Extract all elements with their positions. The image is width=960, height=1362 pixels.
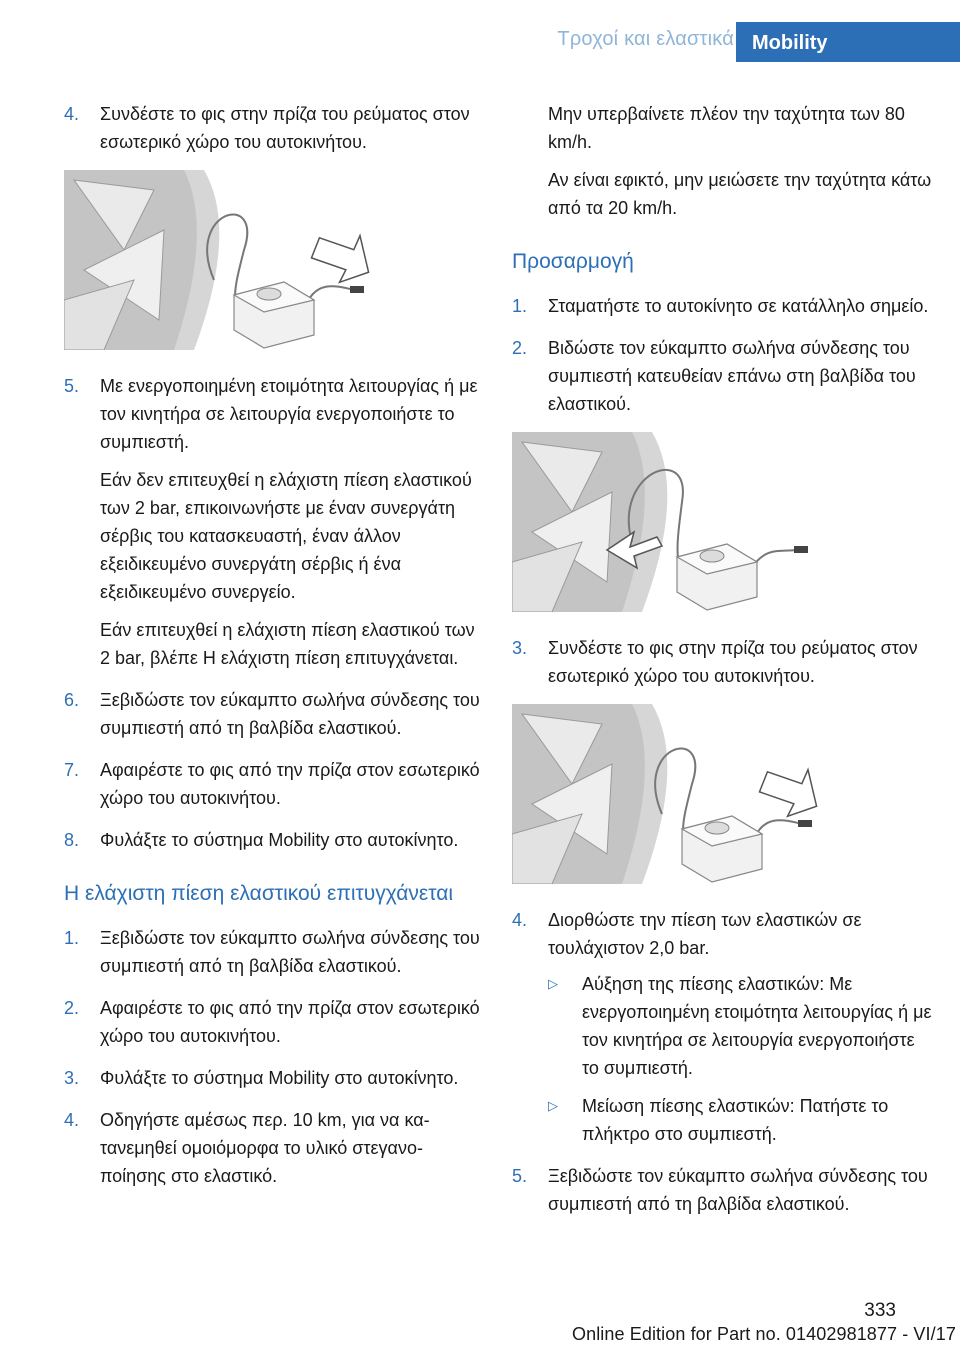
edition-footer: Online Edition for Part no. 01402981877 - VI/17 bbox=[572, 1324, 956, 1344]
step-text: Αφαιρέστε το φις από την πρίζα στον εσωτερικό χώρο του αυτοκινήτου. bbox=[100, 760, 480, 808]
list-item bbox=[64, 686, 480, 742]
step-number: 8. bbox=[64, 830, 80, 850]
step-note: Αν είναι εφικτό, μην μειώσετε την ταχύτητα κάτω από τα 20 km/h. bbox=[548, 170, 932, 218]
sub-item bbox=[548, 970, 932, 1082]
step-text: Συνδέστε το φις στην πρίζα του ρεύματος στον εσωτερικό χώρο του αυτοκινήτου. bbox=[100, 104, 470, 152]
compressor-illustration-1 bbox=[64, 170, 464, 350]
step-text: Συνδέστε το φις στην πρίζα του ρεύματος στον εσωτερικό χώρο του αυτοκινήτου. bbox=[548, 638, 918, 686]
step-text: Ξεβιδώστε τον εύκαμπτο σωλήνα σύνδεσης του συμπιεστή από τη βαλβίδα ελαστικού. bbox=[100, 690, 480, 738]
page-header bbox=[0, 0, 960, 62]
compressor-illustration-2 bbox=[512, 432, 912, 612]
triangle-bullet-icon: ▷ bbox=[548, 1098, 558, 1113]
step-number: 4. bbox=[64, 1110, 80, 1130]
list-item bbox=[64, 1106, 480, 1190]
step-number: 5. bbox=[512, 1166, 528, 1186]
step-note: Μην υπερβαίνετε πλέον την ταχύτητα των 80 km/h. bbox=[548, 104, 905, 152]
step-text: Βιδώστε τον εύκαμπτο σωλήνα σύνδεσης του συμπιεστή κατευθείαν επάνω στη βαλβίδα του ελαστικού. bbox=[548, 338, 916, 414]
step-number: 4. bbox=[512, 910, 528, 930]
step-text: Ξεβιδώστε τον εύκαμπτο σωλήνα σύνδεσης του συμπιεστή από τη βαλβίδα ελαστικού. bbox=[548, 1166, 928, 1214]
step-text: Διορθώστε την πίεση των ελαστικών σε τουλάχιστον 2,0 bar. bbox=[548, 910, 862, 958]
list-item bbox=[64, 756, 480, 812]
list-item bbox=[512, 334, 932, 418]
step-number: 2. bbox=[512, 338, 528, 358]
list-item bbox=[512, 906, 932, 1148]
list-item bbox=[64, 100, 480, 156]
step-number: 6. bbox=[64, 690, 80, 710]
step-number: 4. bbox=[64, 104, 80, 124]
sub-item-text: Μείωση πίεσης ελαστικών: Πατήστε το πλήκτρο στο συμπιεστή. bbox=[582, 1096, 889, 1144]
left-column bbox=[64, 100, 480, 1204]
sub-item bbox=[548, 1092, 932, 1148]
step-note: Εάν δεν επιτευχθεί η ελάχιστη πίεση ελαστικού των 2 bar, επικοινωνήστε με έναν συνεργάτη σέρβις του κατασκευαστή, έναν άλλον εξειδικευμένο συνεργάτη σέρβις ή ένα εξειδικευμένο συνεργείο. bbox=[100, 470, 472, 602]
step-text: Ξεβιδώστε τον εύκαμπτο σωλήνα σύνδεσης του συμπιεστή από τη βαλβίδα ελαστικού. bbox=[100, 928, 480, 976]
section-tab: Mobility bbox=[736, 22, 960, 62]
step-text: Σταματήστε το αυτοκίνητο σε κατάλληλο σημείο. bbox=[548, 296, 929, 316]
step-text: Φυλάξτε το σύστημα Mobility στο αυτοκίνητο. bbox=[100, 1068, 459, 1088]
step-number: 3. bbox=[64, 1068, 80, 1088]
step-number: 2. bbox=[64, 998, 80, 1018]
right-column bbox=[512, 100, 932, 1232]
list-item bbox=[64, 826, 480, 854]
list-item bbox=[64, 924, 480, 980]
section-heading: Προσαρμογή bbox=[512, 250, 634, 273]
sub-item-text: Αύξηση της πίεσης ελαστικών: Με ενεργοποιημένη ετοιμότητα λειτουργίας ή με τον κινητήρα σε λειτουργία ενεργοποιήστε το συμπιεστή. bbox=[582, 974, 932, 1078]
list-item bbox=[512, 634, 932, 690]
list-item bbox=[512, 1162, 932, 1218]
step-text: Φυλάξτε το σύστημα Mobility στο αυτοκίνητο. bbox=[100, 830, 459, 850]
compressor-connection-image bbox=[64, 170, 464, 350]
list-item bbox=[64, 1064, 480, 1092]
section-heading: Η ελάχιστη πίεση ελαστικού επιτυγχάνεται bbox=[64, 882, 454, 905]
list-item bbox=[64, 372, 480, 672]
step-number: 3. bbox=[512, 638, 528, 658]
step-text: Αφαιρέστε το φις από την πρίζα στον εσωτερικό χώρο του αυτοκινήτου. bbox=[100, 998, 480, 1046]
page-number: 333 bbox=[864, 1300, 896, 1321]
step-number: 5. bbox=[64, 376, 80, 396]
step-text: Οδηγήστε αμέσως περ. 10 km, για να κατανεμηθεί ομοιόμορφα το υλικό στεγανοποίησης στο ελαστικό. bbox=[100, 1110, 430, 1186]
list-item bbox=[512, 292, 932, 320]
step-number: 1. bbox=[512, 296, 528, 316]
compressor-illustration-3 bbox=[512, 704, 912, 884]
step-note: Εάν επιτευχθεί η ελάχιστη πίεση ελαστικού των 2 bar, βλέπε Η ελάχιστη πίεση επιτυγχάνεται. bbox=[100, 620, 475, 668]
compressor-plug-image bbox=[512, 704, 912, 884]
step-number: 1. bbox=[64, 928, 80, 948]
step-number: 7. bbox=[64, 760, 80, 780]
step-text: Με ενεργοποιημένη ετοιμότητα λειτουργίας ή με τον κινητήρα σε λειτουργία ενεργοποιήστε το συμπιεστή. bbox=[100, 376, 478, 452]
list-item bbox=[64, 994, 480, 1050]
triangle-bullet-icon: ▷ bbox=[548, 976, 558, 991]
chapter-title: Τροχοί και ελαστικά bbox=[557, 28, 734, 50]
hose-to-valve-image bbox=[512, 432, 912, 612]
